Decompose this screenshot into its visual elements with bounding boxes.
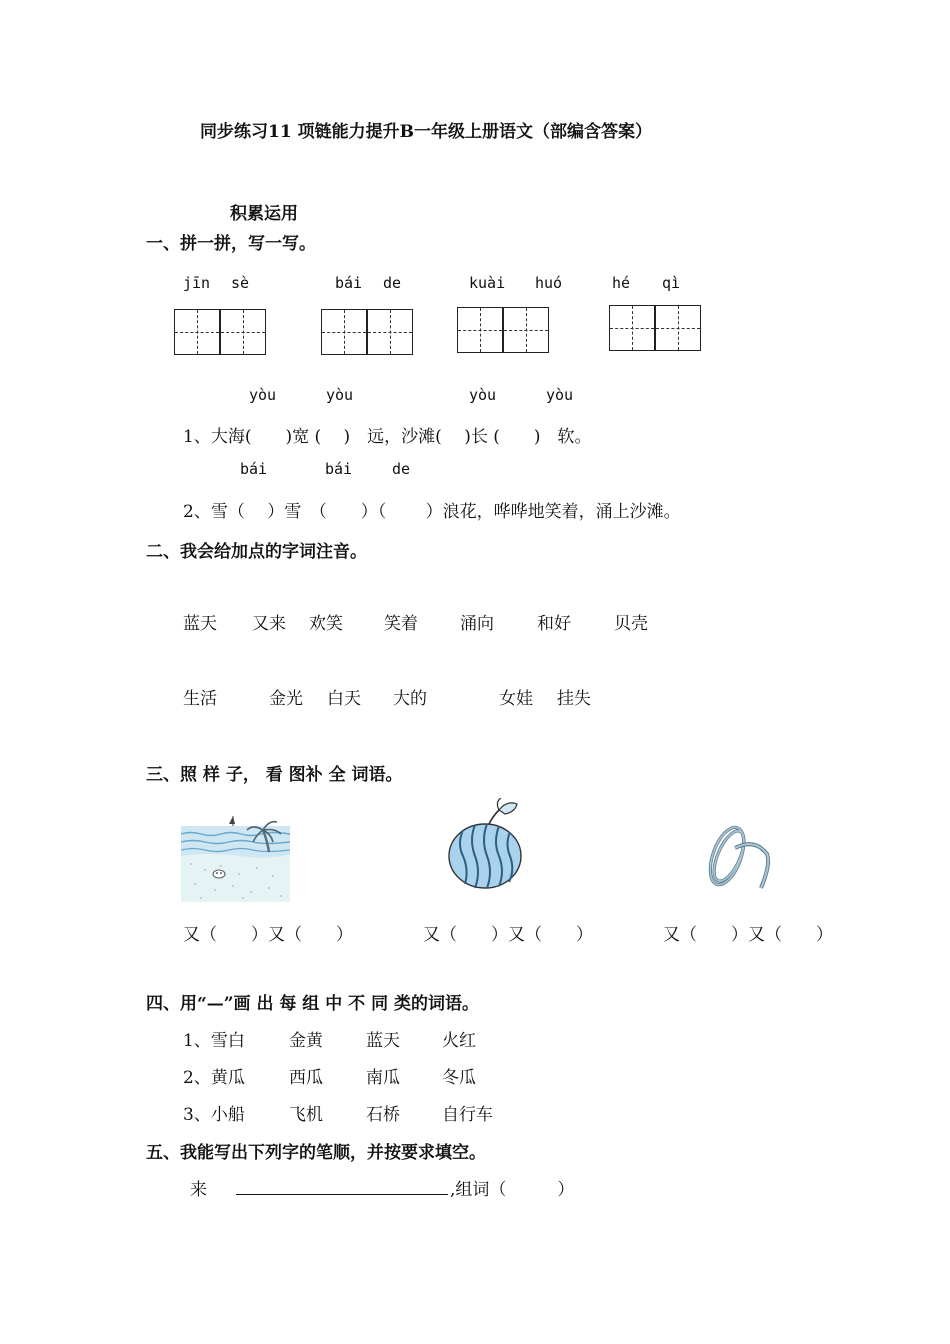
section-label: 积累运用	[230, 204, 298, 224]
fill-blank-3[interactable]: 又（ ）又（ ）	[663, 925, 833, 945]
word[interactable]: 金黄	[289, 1031, 323, 1051]
fill-blank-2[interactable]: 又（ ）又（ ）	[423, 925, 593, 945]
word[interactable]: 石桥	[366, 1105, 400, 1125]
writing-box[interactable]	[655, 305, 701, 351]
pinyin-3b: huó	[535, 274, 563, 292]
word[interactable]: 南瓜	[366, 1068, 400, 1088]
word[interactable]: 3、小船	[183, 1105, 245, 1125]
pinyin-you: yòu	[469, 386, 497, 404]
page-title: 同步练习11 项链能力提升B一年级上册语文（部编含答案）	[200, 122, 652, 142]
word: 生活	[183, 689, 217, 709]
writing-box[interactable]	[220, 309, 266, 355]
word: 欢笑	[309, 614, 343, 634]
writing-box[interactable]	[174, 309, 220, 355]
q5-heading: 五、我能写出下列字的笔顺，并按要求填空。	[146, 1143, 486, 1163]
word[interactable]: 冬瓜	[442, 1068, 476, 1088]
writing-box[interactable]	[321, 309, 367, 355]
q3-heading: 三、照 样 子， 看 图补 全 词语。	[146, 765, 403, 785]
word: 蓝天	[183, 614, 217, 634]
word: 又来	[252, 614, 286, 634]
word: 和好	[537, 614, 571, 634]
pinyin-2b: de	[383, 274, 402, 292]
writing-box[interactable]	[503, 307, 549, 353]
word[interactable]: 自行车	[442, 1105, 493, 1125]
rope-picture	[697, 808, 777, 894]
word: 涌向	[460, 614, 494, 634]
word[interactable]: 飞机	[289, 1105, 323, 1125]
word: 挂失	[557, 689, 591, 709]
q1-heading: 一、拼一拼，写一写。	[146, 234, 316, 254]
q1-sentence-2: 2、雪（ ）雪 （ ）（ ）浪花，哗哗地笑着，涌上沙滩。	[183, 502, 681, 522]
compose-word-blank[interactable]: ,组词（ ）	[450, 1180, 575, 1200]
pinyin-de: de	[392, 460, 411, 478]
word[interactable]: 2、黄瓜	[183, 1068, 245, 1088]
pinyin-bai: bái	[240, 460, 268, 478]
stroke-order-line[interactable]	[236, 1172, 448, 1195]
beach-picture	[181, 812, 290, 902]
q2-heading: 二、我会给加点的字词注音。	[146, 542, 367, 562]
pinyin-3a: kuài	[469, 274, 506, 292]
writing-box[interactable]	[609, 305, 655, 351]
word: 金光	[269, 689, 303, 709]
pinyin-you: yòu	[326, 386, 354, 404]
pinyin-4a: hé	[612, 274, 631, 292]
stroke-order-char: 来	[190, 1180, 207, 1200]
pinyin-bai: bái	[325, 460, 353, 478]
word[interactable]: 西瓜	[289, 1068, 323, 1088]
word: 笑着	[384, 614, 418, 634]
writing-box[interactable]	[367, 309, 413, 355]
word[interactable]: 蓝天	[366, 1031, 400, 1051]
pinyin-you: yòu	[546, 386, 574, 404]
q4-heading: 四、用“—”画 出 每 组 中 不 同 类的词语。	[146, 994, 479, 1014]
word: 贝壳	[614, 614, 648, 634]
fill-blank-1[interactable]: 又（ ）又（ ）	[183, 925, 353, 945]
q1-sentence-1: 1、大海( )宽 ( ) 远，沙滩( )长 ( ) 软。	[183, 427, 592, 447]
pinyin-you: yòu	[249, 386, 277, 404]
pinyin-1b: sè	[231, 274, 250, 292]
word: 白天	[327, 689, 361, 709]
word[interactable]: 1、雪白	[183, 1031, 245, 1051]
pinyin-2a: bái	[335, 274, 363, 292]
word: 大的	[393, 689, 427, 709]
pinyin-1a: jīn	[183, 274, 211, 292]
word: 女娃	[499, 689, 533, 709]
writing-box[interactable]	[457, 307, 503, 353]
watermelon-picture	[443, 798, 527, 890]
word[interactable]: 火红	[442, 1031, 476, 1051]
pinyin-4b: qì	[662, 274, 681, 292]
